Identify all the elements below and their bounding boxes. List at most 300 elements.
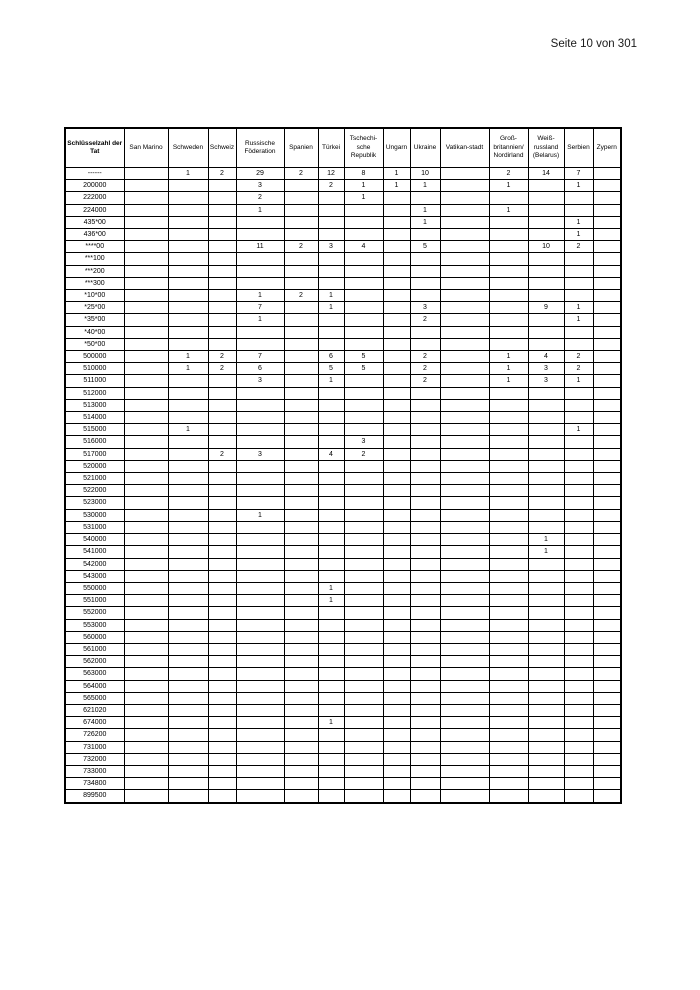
value-cell (236, 326, 284, 338)
value-cell (383, 741, 410, 753)
value-cell (168, 509, 208, 521)
value-cell (410, 485, 440, 497)
value-cell (383, 314, 410, 326)
value-cell (410, 717, 440, 729)
value-cell (168, 521, 208, 533)
table-row (65, 729, 621, 741)
value-cell (208, 643, 236, 655)
value-cell (318, 314, 344, 326)
value-cell (528, 521, 564, 533)
value-cell (284, 790, 318, 803)
value-cell (593, 717, 621, 729)
value-cell (593, 753, 621, 765)
value-cell (236, 717, 284, 729)
value-cell (440, 534, 489, 546)
value-cell (410, 570, 440, 582)
value-cell (344, 497, 383, 509)
value-cell (528, 631, 564, 643)
value-cell (440, 448, 489, 460)
value-cell (489, 241, 528, 253)
value-cell (168, 643, 208, 655)
value-cell (593, 363, 621, 375)
value-cell (168, 729, 208, 741)
value-cell (564, 485, 593, 497)
value-cell (208, 473, 236, 485)
table-row (65, 168, 621, 180)
value-cell (124, 375, 168, 387)
value-cell (124, 778, 168, 790)
row-key-cell: ------ (65, 168, 124, 180)
table-row (65, 521, 621, 533)
value-cell (168, 570, 208, 582)
value-cell (284, 375, 318, 387)
value-cell (208, 436, 236, 448)
value-cell (593, 607, 621, 619)
value-cell (528, 741, 564, 753)
value-cell (318, 680, 344, 692)
value-cell (284, 753, 318, 765)
value-cell: 5 (410, 241, 440, 253)
value-cell (440, 412, 489, 424)
value-cell (564, 497, 593, 509)
key-column-header: Schlüsselzahl der Tat (65, 128, 124, 168)
value-cell (489, 656, 528, 668)
value-cell (489, 741, 528, 753)
value-cell (168, 680, 208, 692)
value-cell (383, 399, 410, 411)
value-cell (528, 399, 564, 411)
value-cell (564, 656, 593, 668)
value-cell (440, 790, 489, 803)
value-cell (564, 631, 593, 643)
value-cell (410, 290, 440, 302)
value-cell (593, 692, 621, 704)
value-cell (168, 753, 208, 765)
value-cell (318, 387, 344, 399)
value-cell (344, 729, 383, 741)
value-cell (440, 509, 489, 521)
value-cell (208, 680, 236, 692)
value-cell (344, 741, 383, 753)
value-cell (344, 680, 383, 692)
row-key-cell: 731000 (65, 741, 124, 753)
value-cell (564, 704, 593, 716)
value-cell: 2 (489, 168, 528, 180)
value-cell: 1 (236, 204, 284, 216)
value-cell (593, 436, 621, 448)
value-cell (208, 180, 236, 192)
value-cell (168, 595, 208, 607)
value-cell (410, 790, 440, 803)
value-cell (284, 204, 318, 216)
value-cell (564, 448, 593, 460)
value-cell (440, 204, 489, 216)
value-cell: 1 (236, 314, 284, 326)
value-cell (344, 314, 383, 326)
value-cell (593, 204, 621, 216)
value-cell (489, 546, 528, 558)
value-cell (528, 668, 564, 680)
value-cell (489, 778, 528, 790)
value-cell (168, 619, 208, 631)
value-cell (489, 229, 528, 241)
value-cell (593, 448, 621, 460)
value-cell (236, 607, 284, 619)
value-cell (410, 643, 440, 655)
table-row (65, 509, 621, 521)
table-row (65, 424, 621, 436)
value-cell (344, 265, 383, 277)
value-cell (593, 729, 621, 741)
value-cell (318, 509, 344, 521)
value-cell (383, 668, 410, 680)
value-cell (284, 387, 318, 399)
value-cell: 1 (318, 302, 344, 314)
value-cell (344, 387, 383, 399)
value-cell (528, 436, 564, 448)
value-cell (344, 704, 383, 716)
value-cell (383, 521, 410, 533)
value-cell (383, 412, 410, 424)
value-cell (236, 582, 284, 594)
value-cell (318, 643, 344, 655)
value-cell (124, 643, 168, 655)
value-cell (410, 741, 440, 753)
column-header: Russische Föderation (236, 128, 284, 168)
value-cell (489, 253, 528, 265)
value-cell (528, 253, 564, 265)
value-cell (344, 412, 383, 424)
value-cell (168, 253, 208, 265)
value-cell (208, 546, 236, 558)
table-row (65, 302, 621, 314)
value-cell (124, 216, 168, 228)
value-cell (564, 717, 593, 729)
value-cell (284, 704, 318, 716)
value-cell (168, 582, 208, 594)
value-cell (489, 509, 528, 521)
value-cell (489, 424, 528, 436)
value-cell (124, 717, 168, 729)
value-cell (344, 595, 383, 607)
value-cell (528, 277, 564, 289)
value-cell (344, 717, 383, 729)
value-cell (564, 192, 593, 204)
value-cell (168, 656, 208, 668)
value-cell (344, 460, 383, 472)
value-cell (208, 338, 236, 350)
value-cell (593, 290, 621, 302)
value-cell (528, 656, 564, 668)
value-cell (168, 412, 208, 424)
value-cell (318, 765, 344, 777)
value-cell (236, 668, 284, 680)
value-cell (318, 473, 344, 485)
value-cell (593, 485, 621, 497)
row-key-cell: 726200 (65, 729, 124, 741)
value-cell (208, 790, 236, 803)
value-cell (489, 631, 528, 643)
column-header: Ukraine (410, 128, 440, 168)
value-cell (318, 753, 344, 765)
value-cell (489, 436, 528, 448)
value-cell (528, 216, 564, 228)
value-cell (236, 229, 284, 241)
value-cell (383, 387, 410, 399)
value-cell (124, 753, 168, 765)
value-cell: 2 (410, 375, 440, 387)
row-key-cell: 565000 (65, 692, 124, 704)
value-cell (564, 534, 593, 546)
value-cell (344, 656, 383, 668)
value-cell (410, 509, 440, 521)
value-cell (284, 326, 318, 338)
value-cell: 1 (168, 363, 208, 375)
value-cell (236, 680, 284, 692)
value-cell (528, 229, 564, 241)
table-row (65, 741, 621, 753)
value-cell: 1 (383, 180, 410, 192)
value-cell (593, 778, 621, 790)
value-cell (124, 363, 168, 375)
value-cell: 5 (344, 351, 383, 363)
row-key-cell: 512000 (65, 387, 124, 399)
value-cell (383, 643, 410, 655)
value-cell (168, 326, 208, 338)
value-cell: 2 (284, 168, 318, 180)
value-cell (410, 753, 440, 765)
value-cell (236, 216, 284, 228)
row-key-cell: 435*00 (65, 216, 124, 228)
value-cell (593, 741, 621, 753)
value-cell (410, 607, 440, 619)
value-cell (564, 595, 593, 607)
value-cell (564, 277, 593, 289)
value-cell (440, 302, 489, 314)
value-cell (318, 778, 344, 790)
value-cell: 1 (318, 717, 344, 729)
value-cell (236, 399, 284, 411)
value-cell (383, 790, 410, 803)
value-cell (489, 570, 528, 582)
value-cell (124, 595, 168, 607)
value-cell (208, 704, 236, 716)
value-cell (440, 473, 489, 485)
value-cell (208, 729, 236, 741)
value-cell (564, 204, 593, 216)
value-cell: 3 (236, 375, 284, 387)
row-key-cell: *25*00 (65, 302, 124, 314)
value-cell (236, 631, 284, 643)
value-cell (236, 436, 284, 448)
value-cell (383, 424, 410, 436)
value-cell (208, 314, 236, 326)
value-cell (344, 509, 383, 521)
statistics-table (64, 127, 622, 804)
value-cell (284, 229, 318, 241)
value-cell (318, 436, 344, 448)
value-cell (489, 534, 528, 546)
value-cell: 2 (564, 363, 593, 375)
value-cell (318, 253, 344, 265)
value-cell (410, 192, 440, 204)
row-key-cell: *50*00 (65, 338, 124, 350)
row-key-cell: 513000 (65, 399, 124, 411)
value-cell (168, 192, 208, 204)
value-cell (383, 363, 410, 375)
value-cell (593, 582, 621, 594)
value-cell (410, 778, 440, 790)
value-cell (410, 399, 440, 411)
value-cell (489, 314, 528, 326)
table-row (65, 314, 621, 326)
value-cell (284, 558, 318, 570)
value-cell (168, 448, 208, 460)
value-cell (383, 509, 410, 521)
table-row (65, 753, 621, 765)
value-cell (168, 704, 208, 716)
value-cell (593, 704, 621, 716)
value-cell (564, 326, 593, 338)
value-cell (236, 412, 284, 424)
table-row (65, 765, 621, 777)
value-cell (383, 204, 410, 216)
value-cell (564, 338, 593, 350)
value-cell (440, 692, 489, 704)
value-cell (236, 558, 284, 570)
column-header: Schweiz (208, 128, 236, 168)
value-cell (489, 326, 528, 338)
table-row (65, 265, 621, 277)
value-cell (564, 399, 593, 411)
table-row (65, 680, 621, 692)
value-cell (236, 265, 284, 277)
value-cell (410, 619, 440, 631)
value-cell (208, 241, 236, 253)
value-cell (208, 656, 236, 668)
row-key-cell: 517000 (65, 448, 124, 460)
value-cell (440, 595, 489, 607)
table-row (65, 619, 621, 631)
value-cell (318, 619, 344, 631)
table-row (65, 607, 621, 619)
value-cell (564, 692, 593, 704)
value-cell (318, 485, 344, 497)
row-key-cell: 224000 (65, 204, 124, 216)
value-cell: 8 (344, 168, 383, 180)
value-cell: 2 (236, 192, 284, 204)
value-cell: 1 (383, 168, 410, 180)
value-cell (236, 387, 284, 399)
value-cell (124, 631, 168, 643)
value-cell (208, 619, 236, 631)
value-cell (168, 204, 208, 216)
value-cell (410, 473, 440, 485)
value-cell (440, 643, 489, 655)
value-cell (440, 399, 489, 411)
value-cell (383, 485, 410, 497)
value-cell (168, 302, 208, 314)
value-cell: 4 (318, 448, 344, 460)
value-cell (208, 277, 236, 289)
value-cell (208, 741, 236, 753)
value-cell (284, 765, 318, 777)
value-cell (564, 290, 593, 302)
value-cell (410, 692, 440, 704)
value-cell (168, 399, 208, 411)
value-cell (344, 399, 383, 411)
value-cell: 1 (168, 168, 208, 180)
value-cell (344, 521, 383, 533)
value-cell (383, 704, 410, 716)
value-cell (344, 607, 383, 619)
row-key-cell: 436*00 (65, 229, 124, 241)
value-cell (489, 290, 528, 302)
value-cell (489, 387, 528, 399)
value-cell (284, 497, 318, 509)
value-cell (168, 216, 208, 228)
table-row (65, 485, 621, 497)
value-cell (208, 570, 236, 582)
value-cell (208, 595, 236, 607)
value-cell (236, 277, 284, 289)
value-cell (318, 704, 344, 716)
value-cell: 3 (236, 448, 284, 460)
value-cell (564, 558, 593, 570)
value-cell (410, 277, 440, 289)
value-cell (564, 582, 593, 594)
value-cell (284, 399, 318, 411)
value-cell (284, 448, 318, 460)
value-cell (489, 790, 528, 803)
row-key-cell: *35*00 (65, 314, 124, 326)
value-cell (440, 265, 489, 277)
value-cell (318, 692, 344, 704)
value-cell (124, 582, 168, 594)
value-cell (318, 326, 344, 338)
value-cell (489, 643, 528, 655)
value-cell (489, 497, 528, 509)
value-cell: 1 (410, 216, 440, 228)
row-key-cell: 563000 (65, 668, 124, 680)
value-cell (318, 558, 344, 570)
table-row (65, 668, 621, 680)
value-cell: 7 (236, 302, 284, 314)
value-cell (344, 619, 383, 631)
value-cell (564, 521, 593, 533)
value-cell (440, 656, 489, 668)
value-cell (528, 619, 564, 631)
value-cell (489, 692, 528, 704)
value-cell (344, 229, 383, 241)
value-cell (593, 619, 621, 631)
value-cell (528, 497, 564, 509)
value-cell (440, 497, 489, 509)
value-cell (410, 680, 440, 692)
value-cell (440, 668, 489, 680)
value-cell (236, 424, 284, 436)
value-cell (593, 351, 621, 363)
row-key-cell: 200000 (65, 180, 124, 192)
row-key-cell: ***300 (65, 277, 124, 289)
value-cell (410, 497, 440, 509)
value-cell (440, 778, 489, 790)
value-cell (284, 302, 318, 314)
value-cell: 1 (489, 363, 528, 375)
value-cell (236, 729, 284, 741)
value-cell (489, 680, 528, 692)
value-cell (410, 338, 440, 350)
